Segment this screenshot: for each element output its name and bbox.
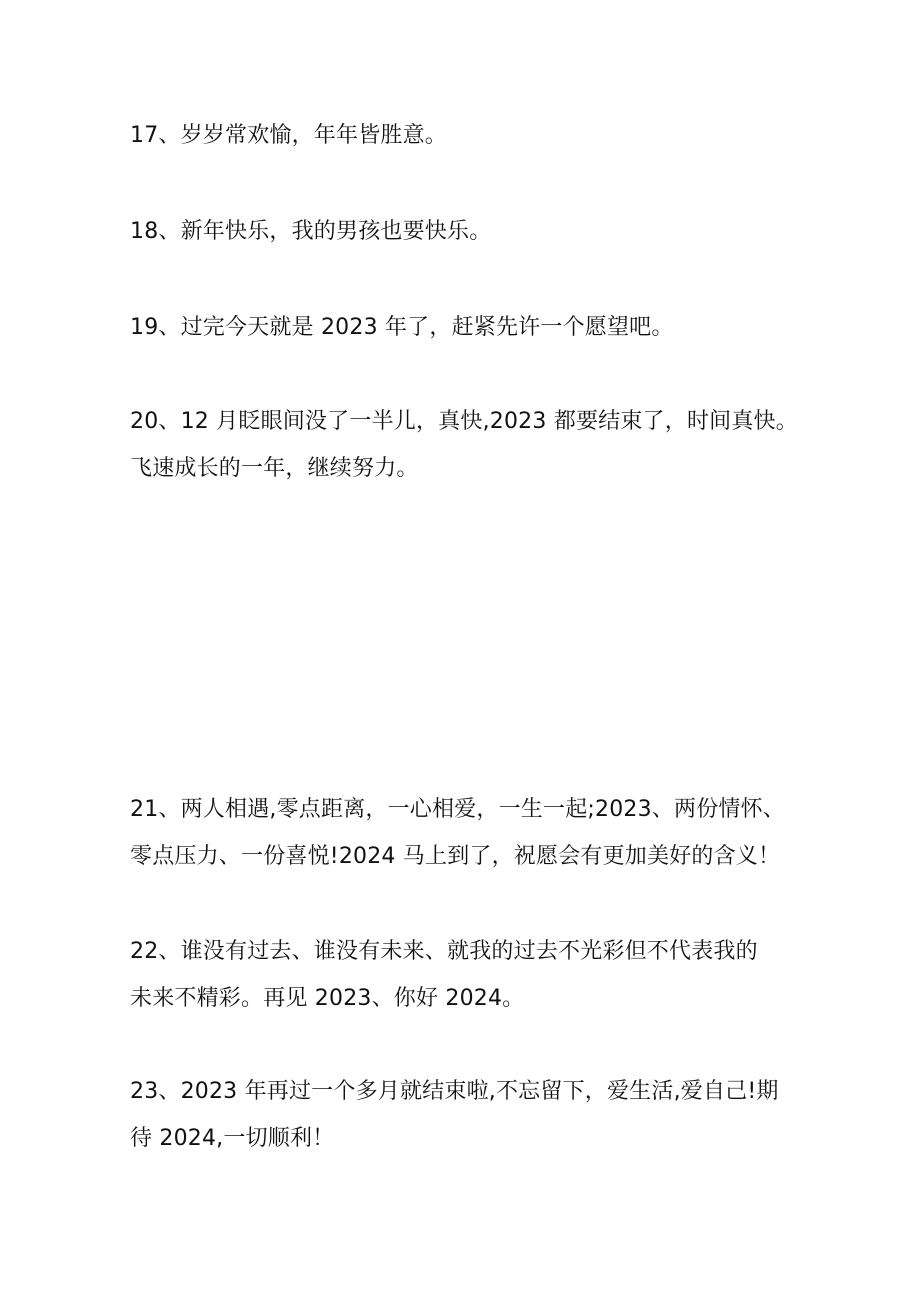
list-item-line: 飞速成长的一年，继续努力。 (130, 456, 419, 481)
list-item-line: 22、谁没有过去、谁没有未来、就我的过去不光彩但不代表我的 (130, 939, 758, 964)
list-item (130, 112, 830, 159)
list-item-line: 18、新年快乐，我的男孩也要快乐。 (130, 219, 492, 244)
list-item (130, 208, 830, 255)
list-item-line: 23、2023 年再过一个多月就结束啦,不忘留下，爱生活,爱自己!期 (130, 1079, 779, 1104)
list-item-line: 20、12 月眨眼间没了一半儿，真快,2023 都要结束了，时间真快。 (130, 409, 798, 434)
list-item-line: 未来不精彩。再见 2023、你好 2024。 (130, 986, 525, 1011)
list-item-line: 17、岁岁常欢愉，年年皆胜意。 (130, 123, 447, 148)
list-item (130, 304, 830, 351)
list-item-line: 19、过完今天就是 2023 年了，赶紧先许一个愿望吧。 (130, 315, 674, 340)
list-item (130, 398, 830, 492)
list-item-line: 待 2024,一切顺利！ (130, 1126, 335, 1151)
list-item-line: 零点压力、一份喜悦!2024 马上到了，祝愿会有更加美好的含义！ (130, 844, 781, 869)
list-item (130, 1068, 830, 1162)
list-item-line: 21、两人相遇,零点距离，一心相爱，一生一起;2023、两份情怀、 (130, 797, 785, 822)
list-item (130, 786, 830, 880)
list-item (130, 928, 830, 1022)
